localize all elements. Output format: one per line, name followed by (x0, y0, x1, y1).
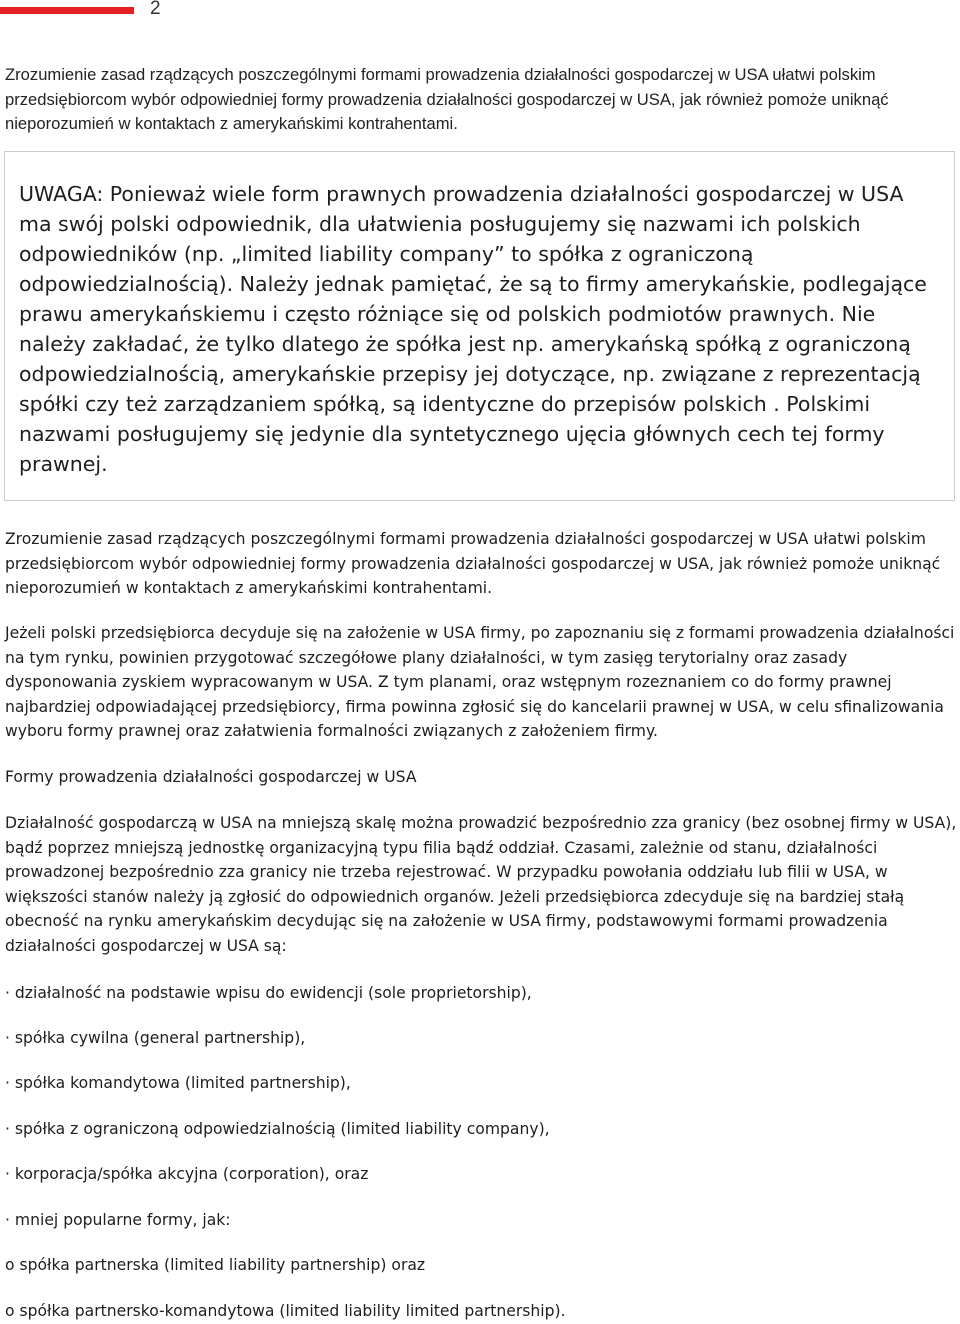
sub-list-item: o spółka partnersko-komandytowa (limited liability limited partnership). (5, 1302, 566, 1320)
list-item: · spółka cywilna (general partnership), (5, 1029, 306, 1047)
list-item: · spółka komandytowa (limited partnership), (5, 1074, 351, 1092)
list-item: · działalność na podstawie wpisu do ewidencji (sole proprietorship), (5, 984, 532, 1002)
list-item: · korporacja/spółka akcyjna (corporation), oraz (5, 1165, 369, 1183)
intro-paragraph: Zrozumienie zasad rządzących poszczególnymi formami prowadzenia działalności gospodarczej w USA ułatwi polskim przedsiębiorcom wybór odpowiedniej formy prowadzenia działalności gospodarczej w USA, jak również pomoże uniknąć nieporozumień w kontaktach z amerykańskimi kontrahentami. (5, 65, 889, 133)
note-text: UWAGA: Ponieważ wiele form prawnych prowadzenia działalności gospodarczej w USA ma swój polski odpowiednik, dla ułatwienia posługujemy się nazwami ich polskich odpowiedników (np. „limited liability company” to spółka z ograniczoną odpowiedzialnością). Należy jednak pamiętać, że są to firmy amerykańskie, podlegające prawu amerykańskiemu i często różniące się od polskich podmiotów prawnych. Nie należy zakładać, że tylko dlatego że spółka jest np. amerykańską spółką z ograniczoną odpowiedzialnością, amerykańskie przepisy jej dotyczące, np. związane z reprezentacją spółki czy też zarządzaniem spółką, są identyczne do przepisów polskich . Polskimi nazwami posługujemy się jedynie dla syntetycznego ujęcia głównych cech tej formy prawnej. (19, 182, 927, 476)
header-accent-bar (0, 7, 134, 14)
note-box (4, 151, 955, 501)
page-number: 2 (150, 0, 161, 19)
list-item: · mniej popularne formy, jak: (5, 1211, 231, 1229)
forms-intro-paragraph: Działalność gospodarczą w USA na mniejszą skalę można prowadzić bezpośrednio zza granicy (bez osobnej firmy w USA), bądź poprzez mniejszą jednostkę organizacyjną typu filia bądź oddział. Czasami, zależnie od stanu, działalności prowadzonej bezpośrednio zza granicy nie trzeba rejestrować. W przypadku powołania oddziału lub filii w USA, w większości stanów należy ją zgłosić do odpowiednich organów. Jeżeli przedsiębiorca zdecyduje się na bardziej stałą obecność na rynku amerykańskim decydując się na założenie w USA firmy, podstawowymi formami prowadzenia działalności gospodarczej w USA są: (5, 814, 957, 955)
list-item: · spółka z ograniczoną odpowiedzialnością (limited liability company), (5, 1120, 550, 1138)
planning-paragraph: Jeżeli polski przedsiębiorca decyduje się na założenie w USA firmy, po zapoznaniu się z formami prowadzenia działalności na tym rynku, powinien przygotować szczegółowe plany działalności, w tym zasięg terytorialny oraz zasady dysponowania zyskiem wypracowanym w USA. Z tym planami, oraz wstępnym rozeznaniem co do formy prawnej najbardziej odpowiadającej przedsiębiorcy, firma powinna zgłosić się do kancelarii prawnej w USA, w celu sfinalizowania wyboru formy prawnej oraz załatwienia formalności związanych z założeniem firmy. (5, 624, 955, 740)
sub-list-item: o spółka partnerska (limited liability partnership) oraz (5, 1256, 426, 1274)
intro-paragraph-repeat: Zrozumienie zasad rządzących poszczególnymi formami prowadzenia działalności gospodarczej w USA ułatwi polskim przedsiębiorcom wybór odpowiedniej formy prowadzenia działalności gospodarczej w USA, jak również pomoże uniknąć nieporozumień w kontaktach z amerykańskimi kontrahentami. (5, 530, 941, 597)
section-heading: Formy prowadzenia działalności gospodarczej w USA (5, 768, 417, 786)
